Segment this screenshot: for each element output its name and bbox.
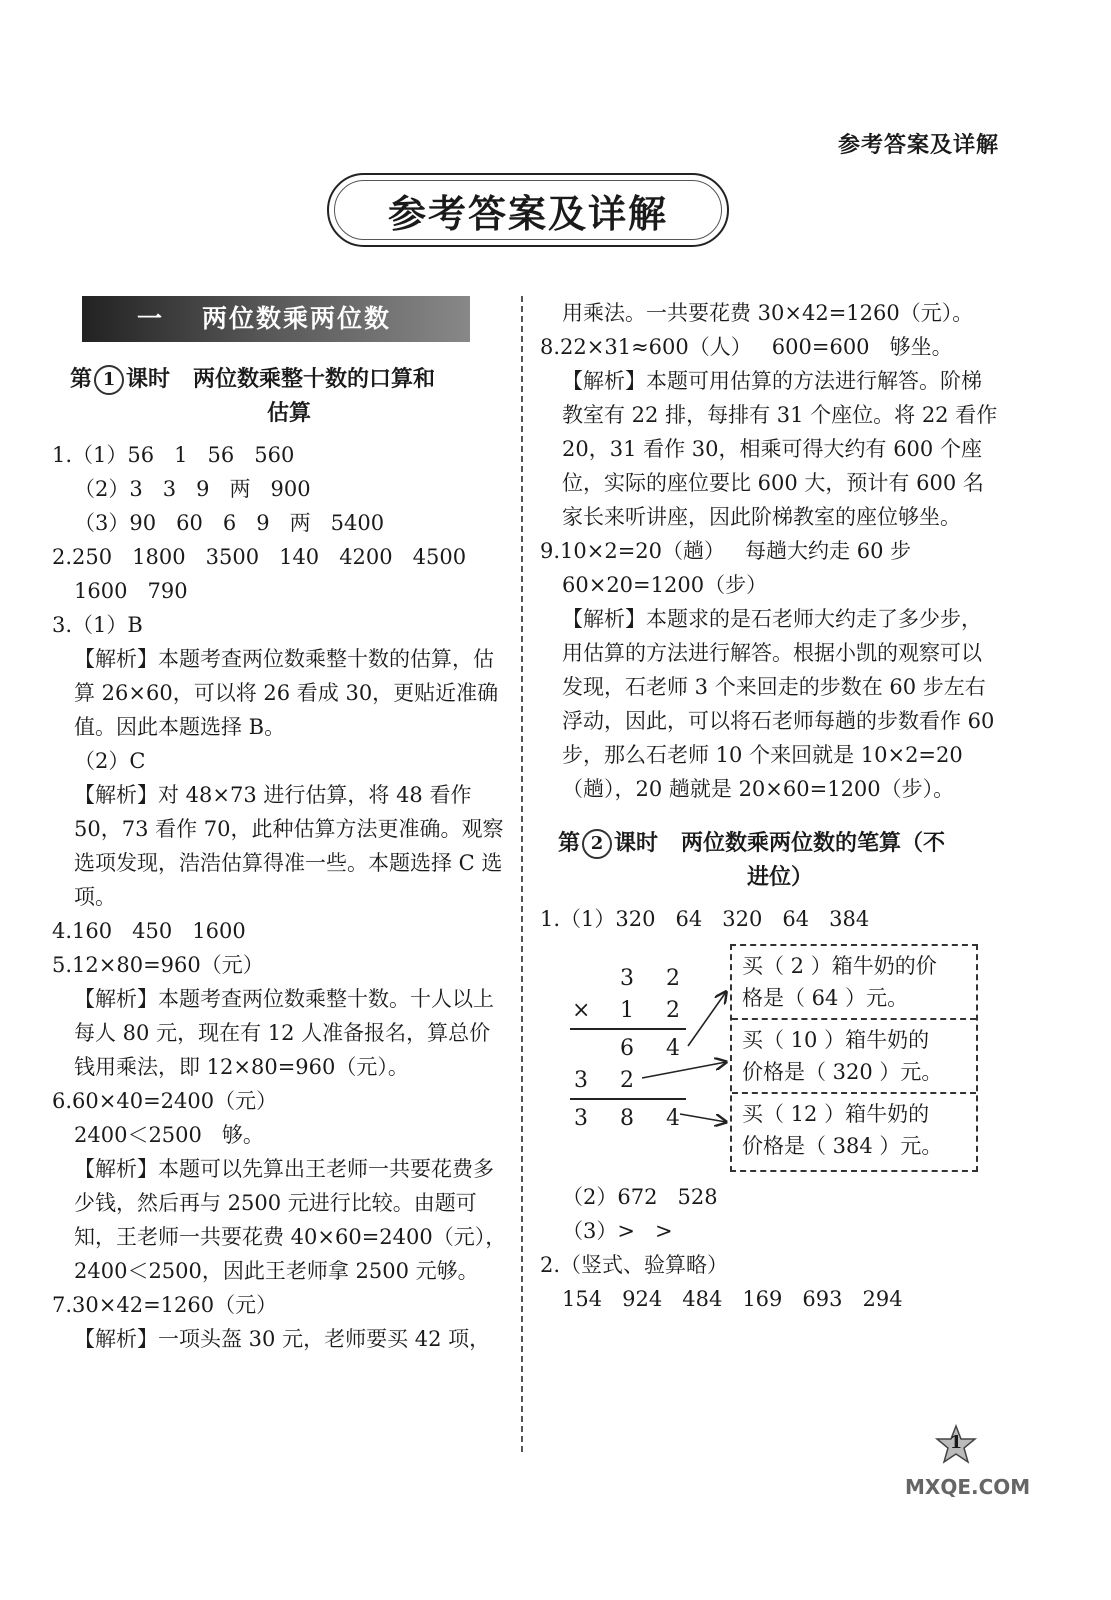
digit: 3 xyxy=(574,1106,588,1131)
explanation: 【解析】本题可用估算的方法进行解答。阶梯教室有 22 排，每排有 31 个座位。将 22 看作 20，31 看作 30，相乘可得大约有 600 个座位，实际的座位要比 600 大，预计有 600 名家长来听讲座，因此阶梯教室的座位够坐。 xyxy=(562,369,998,529)
chapter-banner xyxy=(82,296,470,342)
column-divider xyxy=(521,296,523,1452)
lesson-prefix: 第 xyxy=(558,830,581,856)
page-title-box xyxy=(327,173,729,247)
lesson-title-line2: 进位） xyxy=(746,864,813,890)
box-line: 格是（ 64 ）元。 xyxy=(742,986,909,1010)
answer-line: 4.160 450 1600 xyxy=(52,919,246,943)
page-number: 1 xyxy=(949,1432,963,1453)
answer-line: （2）672 528 xyxy=(562,1185,718,1209)
answer-box xyxy=(732,1020,976,1094)
answer-box xyxy=(732,1094,976,1168)
explanation: 【解析】一项头盔 30 元，老师要买 42 项， xyxy=(74,1327,491,1351)
answer-line: 8.22×31≈600（人） 600=600 够坐。 xyxy=(540,335,953,359)
lesson-title: 两位数乘整十数的口算和 xyxy=(193,366,436,392)
answer-box xyxy=(732,946,976,1020)
lesson-title-line2: 估算 xyxy=(266,400,311,426)
arrow-1 xyxy=(688,992,726,1046)
digit: 4 xyxy=(666,1106,680,1131)
lesson-suffix: 课时 xyxy=(126,366,171,392)
answer-line: 3.（1）B xyxy=(52,613,143,637)
lesson-number-circle: 1 xyxy=(94,365,124,395)
box-line: 买（ 2 ）箱牛奶的价 xyxy=(742,954,937,978)
answer-line: 2.250 1800 3500 140 4200 4500 xyxy=(52,545,467,569)
digit: 2 xyxy=(666,998,680,1023)
arrow-3 xyxy=(680,1114,726,1122)
digit: 4 xyxy=(666,1036,680,1061)
answer-boxes xyxy=(730,944,978,1172)
digit: 3 xyxy=(574,1068,588,1093)
lesson-1-heading xyxy=(70,362,508,430)
explanation: 【解析】本题考查两位数乘整十数。十人以上每人 80 元，现在有 12 人准备报名，算总价钱用乘法，即 12×80=960（元）。 xyxy=(74,987,494,1079)
explanation: 【解析】本题考查两位数乘整十数的估算，估算 26×60，可以将 26 看成 30，更贴近准确值。因此本题选择 B。 xyxy=(74,647,499,739)
lesson-2-heading xyxy=(558,826,1002,894)
box-line: 价格是（ 384 ）元。 xyxy=(742,1134,943,1158)
arrows xyxy=(540,940,740,1180)
chapter-title: 两位数乘两位数 xyxy=(202,304,392,333)
box-line: 价格是（ 320 ）元。 xyxy=(742,1060,943,1084)
digit: 2 xyxy=(666,966,680,991)
digit: 6 xyxy=(620,1036,634,1061)
answer-line: （3）> > xyxy=(562,1219,673,1243)
watermark: MXQE.COM xyxy=(905,1475,1031,1499)
answer-line: 9.10×2=20（趟） 每趟大约走 60 步 xyxy=(540,539,912,563)
running-header: 参考答案及详解 xyxy=(837,132,999,158)
answer-line: （3）90 60 6 9 两 5400 xyxy=(74,511,385,535)
arrow-2 xyxy=(642,1062,726,1078)
explanation: 【解析】本题求的是石老师大约走了多少步，用估算的方法进行解答。根据小凯的观察可以发现，石老师 3 个来回走的步数在 60 步左右浮动，因此，可以将石老师每趟的步数看作 60 步，那么石老师 10 个来回就是 10×2=20（趟），20 趟就是 20×60=1200（步）。 xyxy=(562,607,995,801)
lesson-prefix: 第 xyxy=(70,366,93,392)
answer-line: 60×20=1200（步） xyxy=(562,573,768,597)
answer-line: 7.30×42=1260（元） xyxy=(52,1293,278,1317)
answer-line: 2400＜2500 够。 xyxy=(74,1123,264,1147)
lesson-suffix: 课时 xyxy=(614,830,659,856)
left-column xyxy=(52,296,508,1356)
box-line: 买（ 12 ）箱牛奶的 xyxy=(742,1102,930,1126)
answer-line: （2）C xyxy=(74,749,146,773)
answer-line: 5.12×80=960（元） xyxy=(52,953,264,977)
digit: 1 xyxy=(620,998,634,1023)
answer-line: 6.60×40=2400（元） xyxy=(52,1089,278,1113)
answer-line: 1.（1）56 1 56 560 xyxy=(52,443,295,467)
answer-line: 1600 790 xyxy=(74,579,188,603)
times-sign: × xyxy=(572,998,591,1023)
answer-line: 154 924 484 169 693 294 xyxy=(562,1287,903,1311)
digit: 8 xyxy=(620,1106,634,1131)
page-title: 参考答案及详解 xyxy=(387,190,668,236)
digit: 3 xyxy=(620,966,634,991)
lesson-title: 两位数乘两位数的笔算（不 xyxy=(681,830,946,856)
right-column xyxy=(540,296,1002,1316)
answer-line: 1.（1）320 64 320 64 384 xyxy=(540,907,870,931)
answer-line: 2.（竖式、验算略） xyxy=(540,1253,729,1277)
lesson-number-circle: 2 xyxy=(582,829,612,859)
vertical-multiplication-figure xyxy=(540,940,1002,1180)
answer-line: （2）3 3 9 两 900 xyxy=(74,477,311,501)
digit: 2 xyxy=(620,1068,634,1093)
box-line: 买（ 10 ）箱牛奶的 xyxy=(742,1028,930,1052)
explanation: 【解析】对 48×73 进行估算，将 48 看作 50，73 看作 70，此种估算方法更准确。观察选项发现，浩浩估算得准一些。本题选择 C 选项。 xyxy=(74,783,504,909)
chapter-number: 一 xyxy=(137,304,165,333)
explanation: 【解析】本题可以先算出王老师一共要花费多少钱，然后再与 2500 元进行比较。由题可知，王老师一共要花费 40×60=2400（元），2400＜2500，因此王老师拿 2500 元够。 xyxy=(74,1157,507,1283)
page-number-badge xyxy=(934,1424,978,1468)
explanation: 用乘法。一共要花费 30×42=1260（元）。 xyxy=(562,301,974,325)
